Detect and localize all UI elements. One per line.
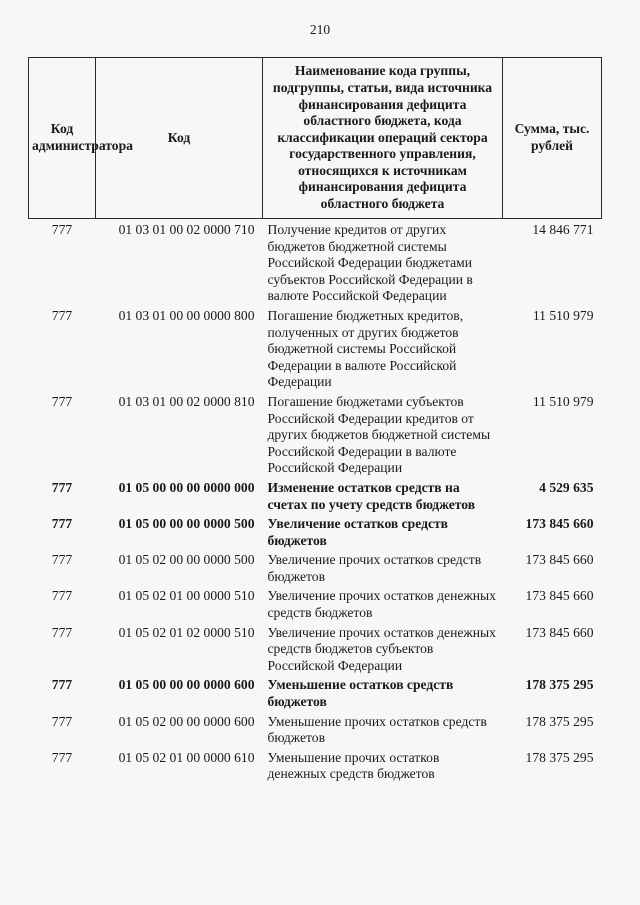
cell-code: 01 03 01 00 00 0000 800 [118, 307, 255, 323]
cell-code: 01 03 01 00 02 0000 710 [118, 222, 255, 237]
cell-name: Уменьшение остатков средств бюджетов [267, 677, 454, 710]
cell-admin-code: 777 [51, 222, 73, 237]
cell-code: 01 05 00 00 00 0000 600 [118, 677, 255, 693]
cell-sum: 178 375 295 [525, 713, 594, 729]
table-row [29, 480, 602, 516]
cell-admin-code: 777 [51, 393, 73, 409]
cell-sum: 4 529 635 [539, 479, 594, 495]
cell-admin-code: 777 [51, 516, 73, 532]
page-number: 210 [309, 22, 331, 37]
cell-sum: 11 510 979 [532, 307, 594, 323]
cell-code: 01 05 02 01 00 0000 510 [118, 588, 255, 604]
cell-admin-code: 777 [51, 307, 73, 323]
cell-admin-code: 777 [51, 713, 73, 729]
table-row [29, 625, 602, 678]
table-row [29, 677, 602, 713]
cell-admin-code: 777 [51, 588, 73, 604]
cell-code: 01 05 02 00 00 0000 600 [118, 713, 255, 729]
cell-code: 01 05 02 01 02 0000 510 [118, 624, 255, 640]
financing-sources-table [28, 57, 602, 786]
table-header [29, 58, 602, 219]
table-row [29, 552, 602, 588]
table-row [29, 308, 602, 394]
header-code: Код [96, 58, 263, 219]
cell-name: Изменение остатков средств на счетах по учету средств бюджетов [267, 479, 476, 512]
table-body [29, 219, 602, 787]
cell-sum: 173 845 660 [525, 516, 594, 532]
cell-sum: 173 845 660 [525, 588, 594, 604]
cell-code: 01 05 00 00 00 0000 500 [118, 516, 255, 532]
table-row [29, 394, 602, 480]
cell-code: 01 05 02 01 00 0000 610 [118, 749, 255, 765]
cell-code: 01 03 01 00 02 0000 810 [118, 393, 255, 409]
cell-sum: 11 510 979 [532, 393, 594, 409]
cell-admin-code: 777 [51, 677, 73, 693]
header-sum: Сумма, тыс. рублей [503, 58, 602, 219]
cell-sum: 178 375 295 [525, 749, 594, 765]
cell-name: Увеличение прочих остатков средств бюджетов [267, 552, 482, 584]
header-name: Наименование кода группы, подгруппы, статьи, вида источника финансирования дефицита областного бюджета, кода классификации операций сектора государственного управления, относящихся к источникам финансирования дефицита областного бюджета [263, 58, 503, 219]
cell-name: Увеличение прочих остатков денежных средств бюджетов субъектов Российской Федерации [267, 624, 496, 673]
table-row [29, 714, 602, 750]
cell-admin-code: 777 [51, 624, 73, 640]
table-row [29, 588, 602, 624]
cell-name: Получение кредитов от других бюджетов бюджетной системы Российской Федерации бюджетами субъектов Российской Федерации в валюте Российской Федерации [267, 222, 473, 304]
cell-name: Увеличение прочих остатков денежных средств бюджетов [267, 588, 496, 621]
cell-code: 01 05 02 00 00 0000 500 [118, 552, 255, 568]
cell-sum: 178 375 295 [525, 677, 594, 693]
header-admin-code: Код администратора [29, 58, 96, 219]
cell-name: Уменьшение прочих остатков средств бюджетов [267, 713, 487, 746]
cell-admin-code: 777 [51, 749, 73, 765]
cell-sum: 173 845 660 [525, 552, 594, 568]
cell-name: Погашение бюджетами субъектов Российской Федерации кредитов от других бюджетов бюджетной системы Российской Федерации в валюте Российской Федерации [267, 393, 491, 476]
cell-name: Уменьшение прочих остатков денежных средств бюджетов [267, 749, 440, 782]
cell-admin-code: 777 [51, 552, 73, 568]
cell-admin-code: 777 [51, 479, 73, 495]
cell-sum: 14 846 771 [532, 222, 594, 237]
table-row [29, 750, 602, 786]
cell-name: Погашение бюджетных кредитов, полученных от других бюджетов бюджетной системы Российской Федерации в валюте Российской Федерации [267, 307, 464, 390]
cell-name: Увеличение остатков средств бюджетов [267, 516, 449, 548]
cell-sum: 173 845 660 [525, 624, 594, 640]
table-row [29, 516, 602, 552]
table-row [29, 219, 602, 308]
cell-code: 01 05 00 00 00 0000 000 [118, 479, 255, 495]
